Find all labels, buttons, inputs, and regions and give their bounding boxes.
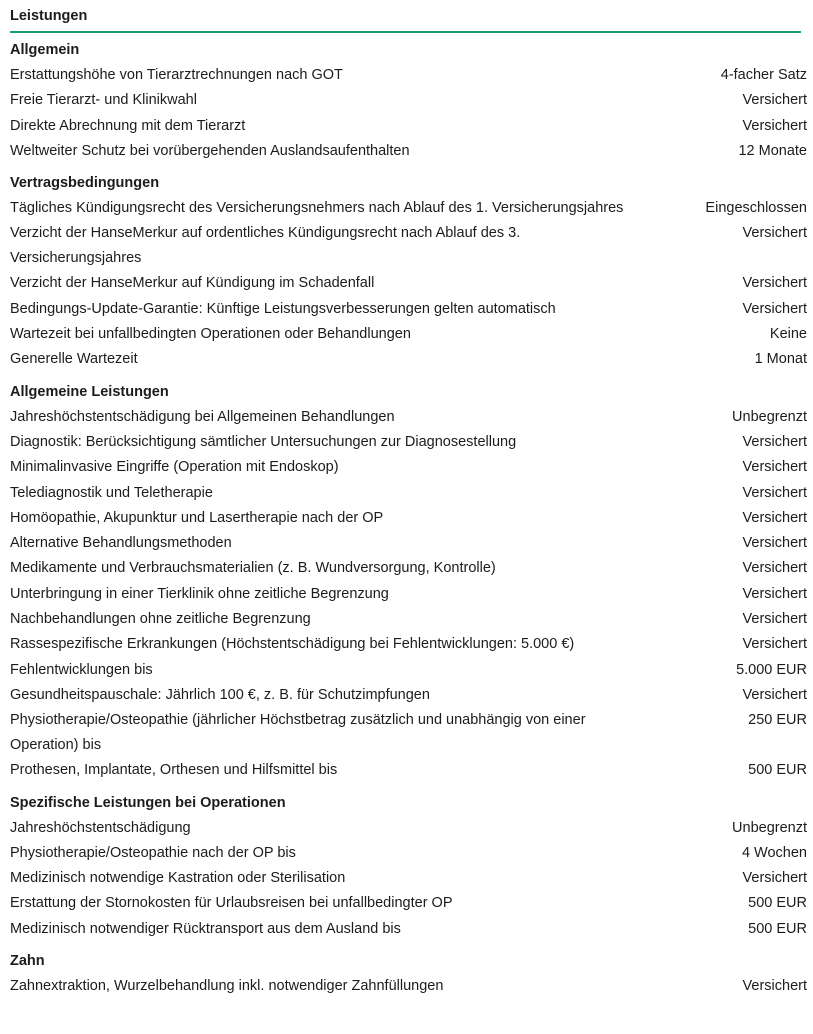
benefit-row	[10, 683, 807, 708]
benefit-value: 500 EUR	[748, 895, 807, 912]
benefit-value: Versichert	[742, 509, 807, 526]
benefit-label: Erstattungshöhe von Tierarztrechnungen nach GOT	[10, 67, 343, 83]
benefit-label: Gesundheitspauschale: Jährlich 100 €, z. B. für Schutzimpfungen	[10, 686, 430, 703]
benefit-label: Freie Tierarzt- und Klinikwahl	[10, 92, 197, 109]
benefit-row	[10, 455, 807, 480]
benefit-row	[10, 758, 807, 783]
benefit-value: Keine	[769, 326, 807, 343]
benefit-label: Tägliches Kündigungsrecht des Versicherungsnehmers nach Ablauf des 1. Versicherungsjahres	[10, 200, 624, 217]
benefit-value: Unbegrenzt	[732, 819, 807, 836]
benefit-section	[10, 784, 807, 942]
benefit-label: Jahreshöchstentschädigung bei Allgemeinen Behandlungen	[10, 408, 395, 425]
benefit-row	[10, 632, 807, 657]
section-title: Zahn	[10, 953, 45, 970]
section-title: Allgemein	[10, 42, 80, 58]
benefit-label: Homöopathie, Akupunktur und Lasertherapie nach der OP	[10, 509, 384, 526]
benefit-value: Versichert	[742, 300, 807, 317]
benefit-row	[10, 88, 807, 113]
benefit-row	[10, 556, 807, 581]
section-title: Allgemeine Leistungen	[10, 383, 169, 400]
benefit-row	[10, 481, 807, 506]
benefit-label: Generelle Wartezeit	[10, 351, 138, 368]
benefit-row	[10, 297, 807, 322]
benefit-label: Direkte Abrechnung mit dem Tierarzt	[10, 117, 246, 134]
benefit-row	[10, 196, 807, 221]
benefit-row	[10, 506, 807, 531]
page-title: Leistungen	[10, 0, 801, 33]
benefit-label: Physiotherapie/Osteopathie nach der OP bis	[10, 844, 296, 861]
benefit-value: Versichert	[742, 225, 807, 242]
benefit-value: Unbegrenzt	[732, 408, 807, 425]
benefit-label: Zahnextraktion, Wurzelbehandlung inkl. notwendiger Zahnfüllungen	[10, 978, 444, 995]
benefit-row	[10, 866, 807, 891]
benefit-label: Medikamente und Verbrauchsmaterialien (z. B. Wundversorgung, Kontrolle)	[10, 560, 496, 577]
benefit-label: Medizinisch notwendiger Rücktransport aus dem Ausland bis	[10, 920, 401, 937]
benefit-section	[10, 942, 807, 999]
benefit-label: Fehlentwicklungen bis	[10, 661, 153, 678]
section-title: Spezifische Leistungen bei Operationen	[10, 794, 286, 811]
benefit-value: Versichert	[742, 484, 807, 501]
benefit-value: Versichert	[742, 535, 807, 552]
benefit-row	[10, 974, 807, 999]
benefit-row	[10, 347, 807, 372]
benefit-label: Jahreshöchstentschädigung	[10, 819, 191, 836]
benefit-label: Wartezeit bei unfallbedingten Operationen oder Behandlungen	[10, 326, 411, 343]
benefit-row	[10, 658, 807, 683]
benefit-section	[10, 164, 807, 372]
benefit-value: Versichert	[742, 686, 807, 703]
benefit-label: Bedingungs-Update-Garantie: Künftige Leistungsverbesserungen gelten automatisch	[10, 300, 556, 317]
benefit-value: 12 Monate	[738, 142, 807, 159]
benefit-value: 5.000 EUR	[736, 661, 807, 678]
benefit-value: Versichert	[742, 117, 807, 134]
benefit-label: Physiotherapie/Osteopathie (jährlicher Höchstbetrag zusätzlich und unabhängig von einer Operation) bis	[10, 712, 586, 754]
benefit-row	[10, 63, 807, 88]
benefit-label: Verzicht der HanseMerkur auf Kündigung im Schadenfall	[10, 275, 375, 292]
benefit-label: Minimalinvasive Eingriffe (Operation mit Endoskop)	[10, 459, 339, 476]
benefit-row	[10, 221, 807, 271]
benefit-value: Versichert	[742, 560, 807, 577]
benefit-value: 500 EUR	[748, 920, 807, 937]
benefits-sections	[10, 33, 807, 999]
benefit-value: 1 Monat	[754, 351, 807, 368]
benefit-value: Versichert	[742, 459, 807, 476]
benefit-row	[10, 841, 807, 866]
benefit-label: Telediagnostik und Teletherapie	[10, 484, 213, 501]
benefit-value: 4-facher Satz	[720, 67, 807, 83]
benefit-row	[10, 114, 807, 139]
benefit-row	[10, 405, 807, 430]
benefit-label: Erstattung der Stornokosten für Urlaubsreisen bei unfallbedingter OP	[10, 895, 453, 912]
benefit-label: Nachbehandlungen ohne zeitliche Begrenzung	[10, 611, 311, 628]
benefit-label: Rassespezifische Erkrankungen (Höchstentschädigung bei Fehlentwicklungen: 5.000 €)	[10, 636, 575, 653]
benefit-row	[10, 139, 807, 164]
benefit-value: Eingeschlossen	[705, 200, 807, 217]
benefit-row	[10, 917, 807, 942]
benefit-row	[10, 816, 807, 841]
benefit-row	[10, 607, 807, 632]
benefit-value: 4 Wochen	[741, 844, 807, 861]
benefit-label: Unterbringung in einer Tierklinik ohne zeitliche Begrenzung	[10, 585, 389, 602]
benefit-row	[10, 582, 807, 607]
benefit-row	[10, 531, 807, 556]
benefit-value: 500 EUR	[748, 762, 807, 779]
benefit-value: Versichert	[742, 585, 807, 602]
benefit-value: Versichert	[742, 92, 807, 109]
benefit-section	[10, 33, 807, 164]
benefit-section	[10, 373, 807, 784]
benefit-row	[10, 430, 807, 455]
benefit-label: Medizinisch notwendige Kastration oder Sterilisation	[10, 870, 346, 887]
benefit-value: Versichert	[742, 611, 807, 628]
benefit-value: Versichert	[742, 636, 807, 653]
benefit-label: Alternative Behandlungsmethoden	[10, 535, 232, 552]
section-title: Vertragsbedingungen	[10, 175, 160, 192]
benefit-label: Diagnostik: Berücksichtigung sämtlicher Untersuchungen zur Diagnosestellung	[10, 433, 517, 450]
benefit-value: Versichert	[742, 433, 807, 450]
benefit-value: 250 EUR	[748, 712, 807, 729]
benefit-label: Verzicht der HanseMerkur auf ordentliches Kündigungsrecht nach Ablauf des 3. Versicherungsjahres	[10, 225, 521, 267]
benefit-row	[10, 322, 807, 347]
benefit-value: Versichert	[742, 978, 807, 995]
benefit-label: Weltweiter Schutz bei vorübergehenden Auslandsaufenthalten	[10, 142, 410, 159]
benefit-value: Versichert	[742, 275, 807, 292]
benefit-row	[10, 271, 807, 296]
benefit-row	[10, 708, 807, 758]
benefit-row	[10, 891, 807, 916]
benefit-label: Prothesen, Implantate, Orthesen und Hilfsmittel bis	[10, 762, 338, 779]
benefit-value: Versichert	[742, 870, 807, 887]
